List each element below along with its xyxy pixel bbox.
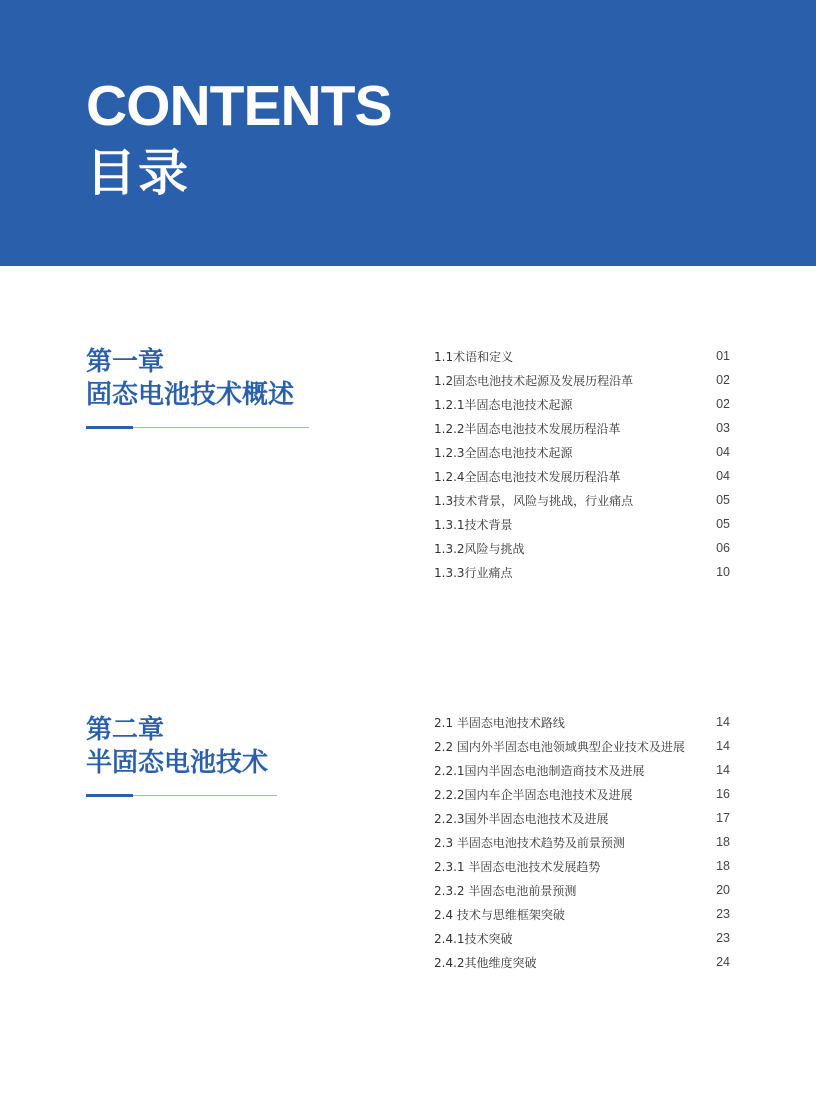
toc-entry-title: 1.2.1半固态电池技术起源: [434, 397, 573, 412]
chapter-divider-accent: [86, 426, 133, 429]
toc-entry[interactable]: [434, 950, 730, 974]
toc-entry-title: 2.4.1技术突破: [434, 931, 513, 946]
toc-entry-title: 1.3.1技术背景: [434, 517, 513, 532]
toc-entry[interactable]: [434, 368, 730, 392]
toc-entry-title: 2.3.1 半固态电池技术发展趋势: [434, 859, 601, 874]
toc-entry[interactable]: [434, 416, 730, 440]
toc-entry[interactable]: [434, 344, 730, 368]
header-banner: [0, 0, 816, 266]
toc-entry-page-number: 14: [716, 763, 730, 777]
toc-entry[interactable]: [434, 854, 730, 878]
chapter-heading-2: [86, 714, 268, 780]
toc-entry-page-number: 17: [716, 811, 730, 825]
toc-list-chapter-1: [434, 344, 730, 584]
toc-entry-title: 1.3.3行业痛点: [434, 565, 513, 580]
toc-entry-page-number: 05: [716, 493, 730, 507]
toc-entry[interactable]: [434, 440, 730, 464]
toc-entry[interactable]: [434, 902, 730, 926]
toc-entry[interactable]: [434, 878, 730, 902]
toc-entry-title: 2.4 技术与思维框架突破: [434, 907, 565, 922]
toc-entry-page-number: 02: [716, 373, 730, 387]
toc-entry-page-number: 10: [716, 565, 730, 579]
toc-entry[interactable]: [434, 536, 730, 560]
toc-entry-page-number: 18: [716, 835, 730, 849]
toc-entry[interactable]: [434, 758, 730, 782]
toc-entry[interactable]: [434, 806, 730, 830]
toc-entry-title: 2.3 半固态电池技术趋势及前景预测: [434, 835, 625, 850]
toc-entry[interactable]: [434, 926, 730, 950]
toc-entry-page-number: 04: [716, 469, 730, 483]
chapter-divider-2: [86, 795, 277, 796]
toc-entry-page-number: 04: [716, 445, 730, 459]
toc-entry-page-number: 20: [716, 883, 730, 897]
toc-entry[interactable]: [434, 830, 730, 854]
toc-entry-title: 1.2.4全固态电池技术发展历程沿革: [434, 469, 621, 484]
toc-entry-title: 1.2.2半固态电池技术发展历程沿革: [434, 421, 621, 436]
toc-entry-title: 1.2.3全固态电池技术起源: [434, 445, 573, 460]
toc-entry-title: 2.1 半固态电池技术路线: [434, 715, 565, 730]
chapter-heading-1: [86, 346, 294, 412]
toc-entry-title: 2.3.2 半固态电池前景预测: [434, 883, 577, 898]
toc-entry-page-number: 16: [716, 787, 730, 801]
chapter-label: 第二章: [86, 715, 165, 745]
chapter-divider-1: [86, 427, 309, 428]
toc-entry-page-number: 01: [716, 349, 730, 363]
toc-entry-title: 1.3.2风险与挑战: [434, 541, 525, 556]
toc-entry-page-number: 14: [716, 715, 730, 729]
toc-entry-page-number: 06: [716, 541, 730, 555]
toc-entry[interactable]: [434, 710, 730, 734]
toc-entry[interactable]: [434, 488, 730, 512]
toc-entry-title: 2.2.2国内车企半固态电池技术及进展: [434, 787, 633, 802]
toc-entry-title: 1.1术语和定义: [434, 349, 514, 364]
toc-entry-page-number: 03: [716, 421, 730, 435]
toc-entry[interactable]: [434, 782, 730, 806]
toc-entry[interactable]: [434, 734, 730, 758]
toc-entry-title: 1.3技术背景，风险与挑战，行业痛点: [434, 493, 634, 508]
toc-entry[interactable]: [434, 464, 730, 488]
toc-entry-page-number: 18: [716, 859, 730, 873]
toc-entry[interactable]: [434, 392, 730, 416]
toc-entry-title: 2.4.2其他维度突破: [434, 955, 537, 970]
toc-entry-page-number: 24: [716, 955, 730, 969]
contents-title-cn: 目录: [86, 144, 190, 202]
toc-entry-page-number: 14: [716, 739, 730, 753]
toc-entry-page-number: 23: [716, 931, 730, 945]
toc-list-chapter-2: [434, 710, 730, 974]
toc-entry-page-number: 05: [716, 517, 730, 531]
toc-entry-title: 2.2.1国内半固态电池制造商技术及进展: [434, 763, 645, 778]
toc-entry-title: 2.2 国内外半固态电池领域典型企业技术及进展: [434, 739, 685, 754]
toc-entry-title: 2.2.3国外半固态电池技术及进展: [434, 811, 609, 826]
toc-entry-page-number: 02: [716, 397, 730, 411]
toc-entry[interactable]: [434, 560, 730, 584]
toc-entry-title: 1.2固态电池技术起源及发展历程沿革: [434, 373, 634, 388]
contents-title-en: CONTENTS: [86, 74, 392, 138]
chapter-divider-accent: [86, 794, 133, 797]
toc-entry-page-number: 23: [716, 907, 730, 921]
chapter-label: 第一章: [86, 347, 165, 377]
chapter-title: 固态电池技术概述: [86, 380, 295, 410]
chapter-title: 半固态电池技术: [86, 748, 269, 778]
toc-entry[interactable]: [434, 512, 730, 536]
